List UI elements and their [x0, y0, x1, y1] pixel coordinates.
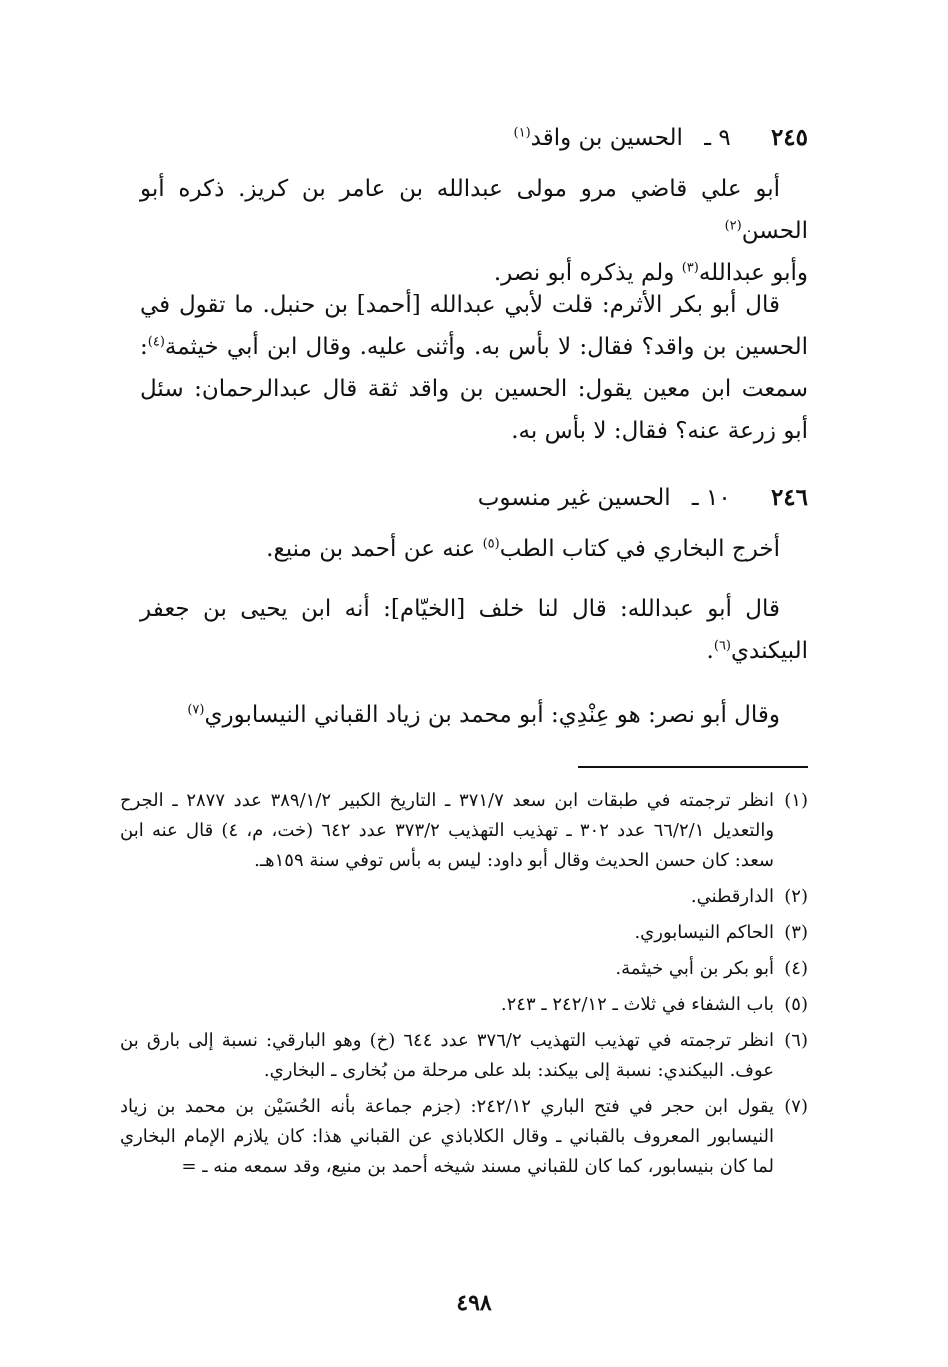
- entry-246-line: [140, 528, 808, 570]
- entry-title: الحسين غير منسوب: [477, 485, 671, 511]
- entry-245-heading: [140, 124, 808, 164]
- footnote-ref: (٧): [187, 702, 205, 718]
- footnote-text: الدارقطني.: [690, 886, 774, 907]
- footnote-text: يقول ابن حجر في فتح الباري ٢٤٢/١٢: (جزم جماعة بأنه الحُسَيْن بن محمد بن زياد النيسابور المعروف بالقباني ـ وقال الكلاباذي عن القباني هذا: كان يلازم الإمام البخاري لما كان بنيسابور، كما كان للقباني مسند شيخه أحمد بن منيع، وقد سمعه منه ـ =: [120, 1096, 774, 1177]
- footnote: [120, 882, 808, 912]
- entry-246-paragraph-3: [140, 694, 808, 736]
- footnote-ref: (٦): [713, 638, 731, 654]
- footnote-text: انظر ترجمته في تهذيب التهذيب ٣٧٦/٢ عدد ٦٤٤ (خ) وهو البارقي: نسبة إلى بارق بن عوف. البيكندي: نسبة إلى بيكند: بلد على مرحلة من بُخارى ـ البخاري.: [120, 1030, 774, 1081]
- footnote-number: (١): [784, 790, 808, 811]
- bio-line: أبو علي قاضي مرو مولى عبدالله بن عامر بن كريز. ذكره أبو الحسن$^{(٢)}$: [140, 176, 808, 244]
- footnote-ref: (١): [513, 125, 531, 141]
- footnote: [120, 990, 808, 1020]
- entry-number: ٢٤٦: [770, 484, 808, 511]
- entry-246-heading: [140, 484, 808, 524]
- footnote-text: أبو بكر بن أبي خيثمة.: [615, 958, 774, 979]
- footnote-number: (٦): [784, 1030, 808, 1051]
- paragraph: وقال أبو نصر: هو عِنْدِي: أبو محمد بن زياد القباني النيسابوري$^{(٧)}$: [187, 702, 780, 728]
- footnote-number: (٧): [784, 1096, 808, 1117]
- footnote: [120, 786, 808, 876]
- footnote-number: (٢): [784, 886, 808, 907]
- bio-line: وأبو عبدالله$^{(٣)}$ ولم يذكره أبو نصر.: [493, 260, 808, 286]
- paragraph: قال أبو عبدالله: قال لنا خلف [الخيّام]: أنه ابن يحيى بن جعفر البيكندي$^{(٦)}$.: [140, 596, 808, 664]
- footnote-number: (٣): [784, 922, 808, 943]
- entry-sequence: ٩ ـ: [704, 125, 731, 151]
- footnote-ref: (٢): [724, 218, 742, 234]
- paragraph: قال أبو بكر الأثرم: قلت لأبي عبدالله [أحمد] بن حنبل. ما تقول في الحسين بن واقد؟ فقال: لا بأس به. وأثنى عليه. وقال ابن أبي خيثمة$^{(٤)}$: سمعت ابن معين يقول: الحسين بن واقد ثقة قال عبدالرحمان: سئل أبو زرعة عنه؟ فقال: لا بأس به.: [140, 292, 808, 444]
- footnote: [120, 1092, 808, 1182]
- footnote-ref: (٥): [482, 536, 500, 552]
- entry-title: الحسين بن واقد$^{(١)}$: [513, 125, 683, 151]
- paragraph: أخرج البخاري في كتاب الطب$^{(٥)}$ عنه عن أحمد بن منيع.: [266, 536, 780, 562]
- footnote-number: (٤): [784, 958, 808, 979]
- entry-sequence: ١٠ ـ: [691, 485, 731, 511]
- footnote: [120, 1026, 808, 1086]
- footnote-text: الحاكم النيسابوري.: [634, 922, 774, 943]
- footnotes: [120, 786, 808, 1188]
- footnote: [120, 918, 808, 948]
- footnote-ref: (٤): [147, 334, 165, 350]
- footnote-ref: (٣): [681, 260, 699, 276]
- entry-245-paragraph: [140, 284, 808, 452]
- entry-246-paragraph-2: [140, 588, 808, 672]
- footnote: [120, 954, 808, 984]
- entry-245-bio: [140, 168, 808, 294]
- footnote-text: باب الشفاء في ثلاث ـ ٢٤٢/١٢ ـ ٢٤٣.: [500, 994, 774, 1015]
- page-number: ٤٩٨: [456, 1290, 492, 1316]
- entry-number: ٢٤٥: [770, 124, 808, 151]
- footnote-text: انظر ترجمته في طبقات ابن سعد ٣٧١/٧ ـ التاريخ الكبير ٣٨٩/١/٢ عدد ٢٨٧٧ ـ الجرح والتعديل ٦٦/٢/١ عدد ٣٠٢ ـ تهذيب التهذيب ٣٧٣/٢ عدد ٦٤٢ (خت، م، ٤) قال عنه ابن سعد: كان حسن الحديث وقال أبو داود: ليس به بأس توفي سنة ١٥٩هـ.: [120, 790, 775, 871]
- footnote-separator: [578, 766, 808, 768]
- footnote-number: (٥): [784, 994, 808, 1015]
